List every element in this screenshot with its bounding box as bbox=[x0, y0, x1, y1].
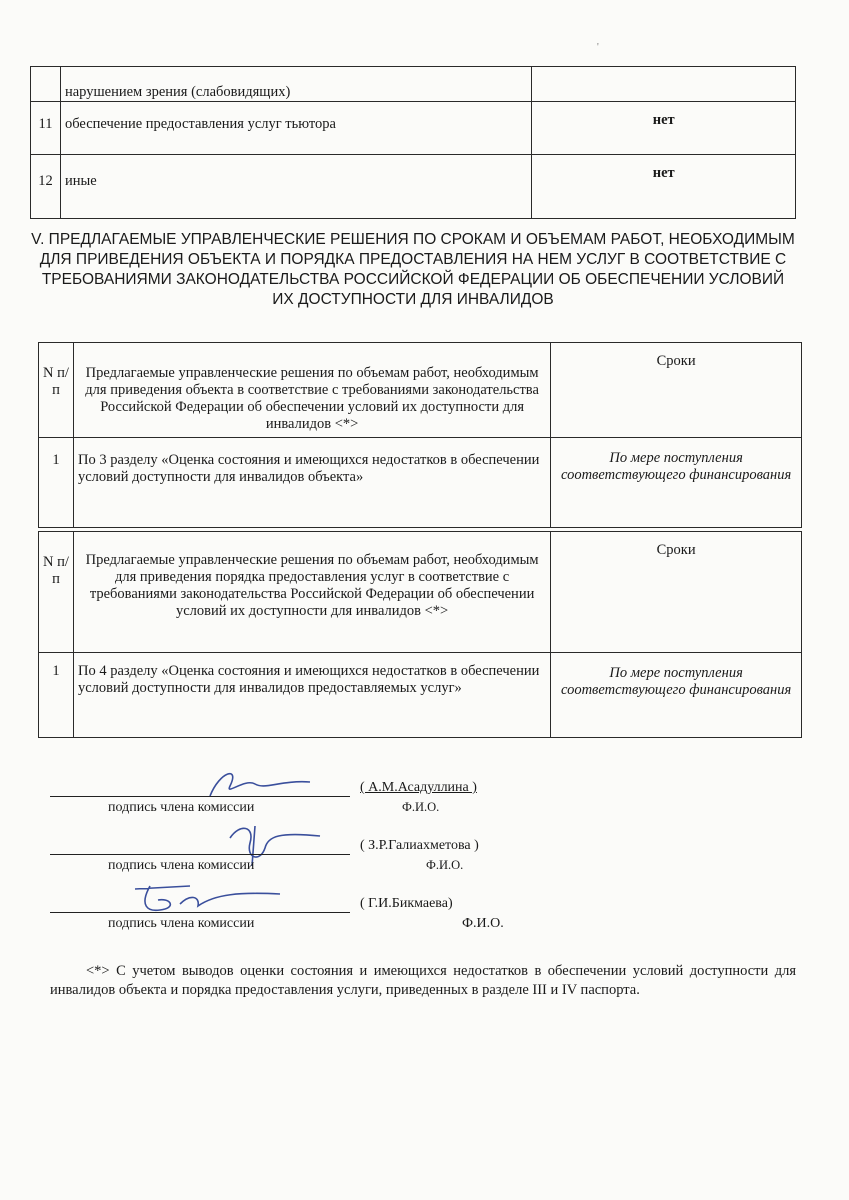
fio-label: Ф.И.О. bbox=[426, 858, 464, 872]
signature-line bbox=[50, 912, 350, 913]
row-number: 1 bbox=[39, 438, 74, 528]
row-description: По 4 разделу «Оценка состояния и имеющихся недостатков в обеспечении условий доступности для инвалидов предоставляемых услуг» bbox=[73, 653, 550, 738]
row-terms: По мере поступления соответствующего финансирования bbox=[551, 438, 802, 528]
row-text: иные bbox=[60, 155, 531, 219]
table-row bbox=[31, 155, 796, 219]
row-description: По 3 разделу «Оценка состояния и имеющихся недостатков в обеспечении условий доступности для инвалидов объекта» bbox=[73, 438, 550, 528]
table-row bbox=[31, 67, 796, 102]
row-value bbox=[532, 67, 796, 102]
member-name: ( Г.И.Бикмаева) bbox=[360, 896, 453, 911]
header-terms: Сроки bbox=[551, 532, 802, 653]
signature-caption: подпись члена комиссии bbox=[108, 916, 255, 931]
member-name: ( З.Р.Галиахметова ) bbox=[360, 838, 479, 853]
header-num: N п/п bbox=[39, 532, 74, 653]
services-decisions-table bbox=[38, 531, 802, 738]
table-header-row bbox=[39, 343, 802, 438]
row-number: 1 bbox=[39, 653, 74, 738]
signature-block-1 bbox=[50, 772, 610, 832]
member-name: ( А.М.Асадуллина ) bbox=[360, 780, 477, 795]
row-terms: По мере поступления соответствующего финансирования bbox=[551, 653, 802, 738]
signature-block-3 bbox=[50, 888, 610, 948]
row-text: нарушением зрения (слабовидящих) bbox=[60, 67, 531, 102]
signature-line bbox=[50, 796, 350, 797]
row-number: 12 bbox=[31, 155, 61, 219]
table-row bbox=[39, 653, 802, 738]
signature-line bbox=[50, 854, 350, 855]
header-num: N п/п bbox=[39, 343, 74, 438]
object-decisions-table bbox=[38, 342, 802, 528]
section-heading: V. ПРЕДЛАГАЕМЫЕ УПРАВЛЕНЧЕСКИЕ РЕШЕНИЯ ПО СРОКАМ И ОБЪЕМАМ РАБОТ, НЕОБХОДИМЫМ ДЛЯ ПРИВЕДЕНИЯ ОБЪЕКТА И ПОРЯДКА ПРЕДОСТАВЛЕНИЯ НА НЕМ УСЛУГ В СООТВЕТСТВИЕ С ТРЕБОВАНИЯМИ ЗАКОНОДАТЕЛЬСТВА РОССИЙСКОЙ ФЕДЕРАЦИИ ОБ ОБЕСПЕЧЕНИИ УСЛОВИЙ ИХ ДОСТУПНОСТИ ДЛЯ ИНВАЛИДОВ bbox=[31, 231, 795, 308]
header-description: Предлагаемые управленческие решения по объемам работ, необходимым для приведения объекта в соответствие с требованиями законодательства Российской Федерации об обеспечении условий их доступности для инвалидов <*> bbox=[73, 343, 550, 438]
table-row bbox=[39, 438, 802, 528]
fio-label: Ф.И.О. bbox=[402, 800, 440, 814]
row-value: нет bbox=[532, 102, 796, 155]
signature-caption: подпись члена комиссии bbox=[108, 800, 255, 815]
header-description: Предлагаемые управленческие решения по объемам работ, необходимым для приведения порядка предоставления услуг в соответствие с требованиями законодательства Российской Федерации об обеспечении условий их доступности для инвалидов <*> bbox=[73, 532, 550, 653]
row-number bbox=[31, 67, 61, 102]
row-text: обеспечение предоставления услуг тьютора bbox=[60, 102, 531, 155]
header-terms: Сроки bbox=[551, 343, 802, 438]
fio-label: Ф.И.О. bbox=[462, 916, 504, 931]
footnote: <*> С учетом выводов оценки состояния и имеющихся недостатков в обеспечении условий доступности для инвалидов объекта и порядка предоставления услуги, приведенных в разделе III и IV паспорта. bbox=[50, 963, 796, 998]
scan-mark: ' bbox=[597, 42, 599, 53]
row-number: 11 bbox=[31, 102, 61, 155]
signature-caption: подпись члена комиссии bbox=[108, 858, 255, 873]
table-row bbox=[31, 102, 796, 155]
accessibility-services-table bbox=[30, 66, 796, 219]
row-value: нет bbox=[532, 155, 796, 219]
table-header-row bbox=[39, 532, 802, 653]
